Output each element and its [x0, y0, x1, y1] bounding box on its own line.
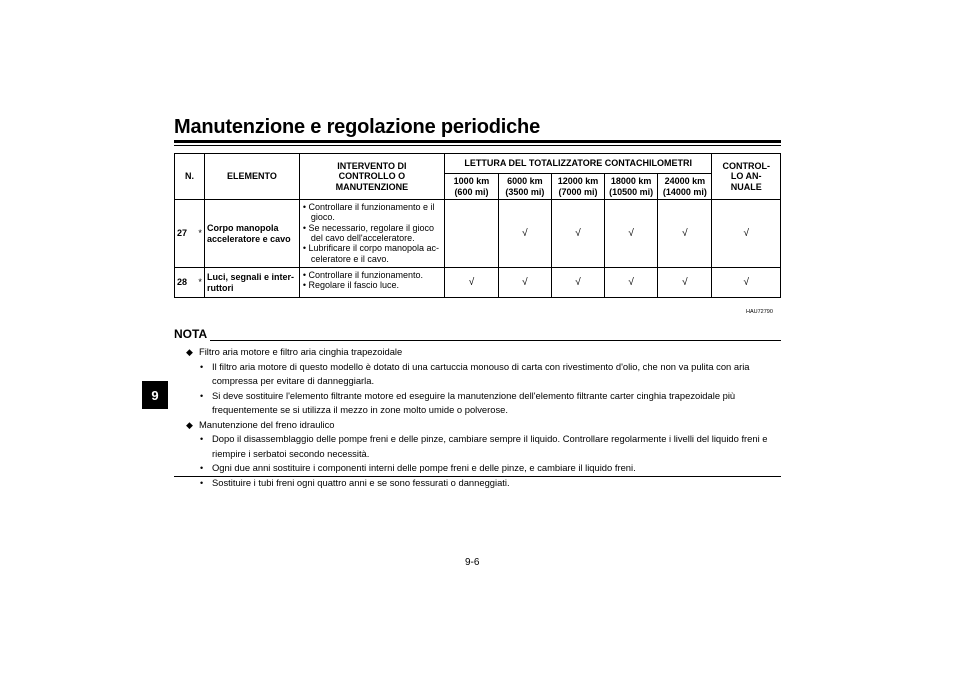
nota-subitem-text: Ogni due anni sostituire i componenti interni delle pompe freni e delle pinze, e cambiare il liquido freni.	[212, 462, 636, 473]
diamond-bullet-icon: ◆	[186, 347, 193, 357]
nota-item-text: Filtro aria motore e filtro aria cinghia trapezoidale	[199, 346, 403, 357]
mi-value: (600 mi)	[454, 186, 489, 197]
row-number: 27	[175, 200, 197, 268]
mi-value: (7000 mi)	[558, 186, 598, 197]
action-line: del cavo dell'acceleratore.	[310, 233, 415, 244]
check-mark: √	[605, 268, 658, 298]
bullet-icon: •	[200, 434, 204, 444]
title-rule	[174, 140, 781, 143]
km-value: 12000 km	[557, 176, 599, 187]
header-km-2	[498, 174, 551, 200]
mi-value: (3500 mi)	[505, 186, 545, 197]
page-title: Manutenzione e regolazione periodiche	[174, 116, 540, 138]
km-value: 1000 km	[453, 176, 490, 187]
bullet-icon: •	[200, 477, 204, 488]
km-value: 18000 km	[610, 176, 652, 187]
row-intervento	[299, 200, 444, 268]
nota-subitem	[184, 389, 780, 418]
nota-subitem	[184, 476, 780, 491]
nota-rule-bottom	[174, 476, 781, 477]
action-line: • Regolare il fascio luce.	[302, 280, 400, 291]
page-number: 9-6	[465, 557, 480, 568]
check-mark	[444, 200, 498, 268]
table-row	[175, 268, 781, 298]
check-mark: √	[712, 268, 781, 298]
nota-item-text: Manutenzione del freno idraulico	[199, 418, 335, 430]
nota-body	[184, 345, 780, 490]
nota-subitem-text: Sostituire i tubi freni ogni quattro anni e se sono fessurati o danneggiati.	[212, 476, 510, 488]
km-value: 24000 km	[664, 176, 706, 187]
check-mark: √	[498, 268, 551, 298]
mi-value: (14000 mi)	[662, 186, 707, 197]
check-mark: √	[444, 268, 498, 298]
check-mark: √	[551, 200, 604, 268]
action-line: • Controllare il funzionamento.	[302, 270, 424, 280]
bullet-icon: •	[200, 390, 204, 401]
check-mark: √	[658, 268, 712, 298]
reference-code: HAU72790	[746, 309, 773, 315]
title-rule-thin	[174, 145, 781, 146]
header-n: N.	[175, 154, 205, 200]
action-line: • Se necessario, regolare il gioco	[302, 222, 435, 233]
row-intervento	[299, 268, 444, 298]
chapter-tab: 9	[142, 381, 168, 409]
nota-item	[184, 418, 780, 433]
row-elemento: Luci, segnali e inter-ruttori	[205, 268, 300, 298]
nota-subitem-text: Dopo il disassemblaggio delle pompe freni e delle pinze, cambiare sempre il liquido. Controllare regolarmente i livelli del liquido freni e riempire i serbatoi secondo necessità.	[212, 433, 768, 459]
nota-label: NOTA	[174, 327, 208, 341]
bullet-icon: •	[200, 361, 204, 372]
row-star: *	[196, 200, 204, 268]
bullet-icon: •	[200, 463, 204, 473]
nota-subitem	[184, 432, 780, 461]
action-line: • Lubrificare il corpo manopola ac-	[302, 243, 440, 254]
header-intervento: INTERVENTO DI CONTROLLO O MANUTENZIONE	[299, 154, 444, 200]
check-mark: √	[712, 200, 781, 268]
maintenance-table	[174, 153, 781, 298]
nota-item	[184, 345, 780, 360]
header-km-1	[444, 174, 498, 200]
nota-subitem-text: Si deve sostituire l'elemento filtrante motore ed eseguire la manutenzione dell'elemento filtrante carter cinghia trapezoidale più frequentemente se si utilizza il mezzo in zone molto umide o polverose.	[212, 389, 736, 415]
row-star: *	[196, 268, 204, 298]
check-mark: √	[658, 200, 712, 268]
row-elemento: Corpo manopola acceleratore e cavo	[205, 200, 300, 268]
action-line: celeratore e il cavo.	[310, 253, 389, 264]
header-elemento: ELEMENTO	[205, 154, 300, 200]
action-line: • Controllare il funzionamento e il	[302, 202, 435, 212]
header-controllo-annuale: CONTROL-LO AN-NUALE	[712, 154, 781, 200]
km-value: 6000 km	[507, 176, 543, 187]
table-row	[175, 200, 781, 268]
nota-rule	[210, 340, 781, 341]
check-mark: √	[498, 200, 551, 268]
check-mark: √	[605, 200, 658, 268]
mi-value: (10500 mi)	[609, 186, 654, 197]
header-km-5	[658, 174, 712, 200]
row-number: 28	[175, 268, 197, 298]
header-km-3	[551, 174, 604, 200]
action-line: gioco.	[310, 212, 335, 223]
diamond-bullet-icon: ◆	[186, 419, 193, 430]
nota-subitem-text: Il filtro aria motore di questo modello è dotato di una cartuccia monouso di carta con rivestimento d'olio, che non va pulita con aria compressa per evitare di danneggiarla.	[212, 360, 750, 386]
header-lettura: LETTURA DEL TOTALIZZATORE CONTACHILOMETRI	[444, 154, 711, 174]
nota-subitem	[184, 461, 780, 476]
header-km-4	[605, 174, 658, 200]
nota-subitem	[184, 360, 780, 389]
check-mark: √	[551, 268, 604, 298]
